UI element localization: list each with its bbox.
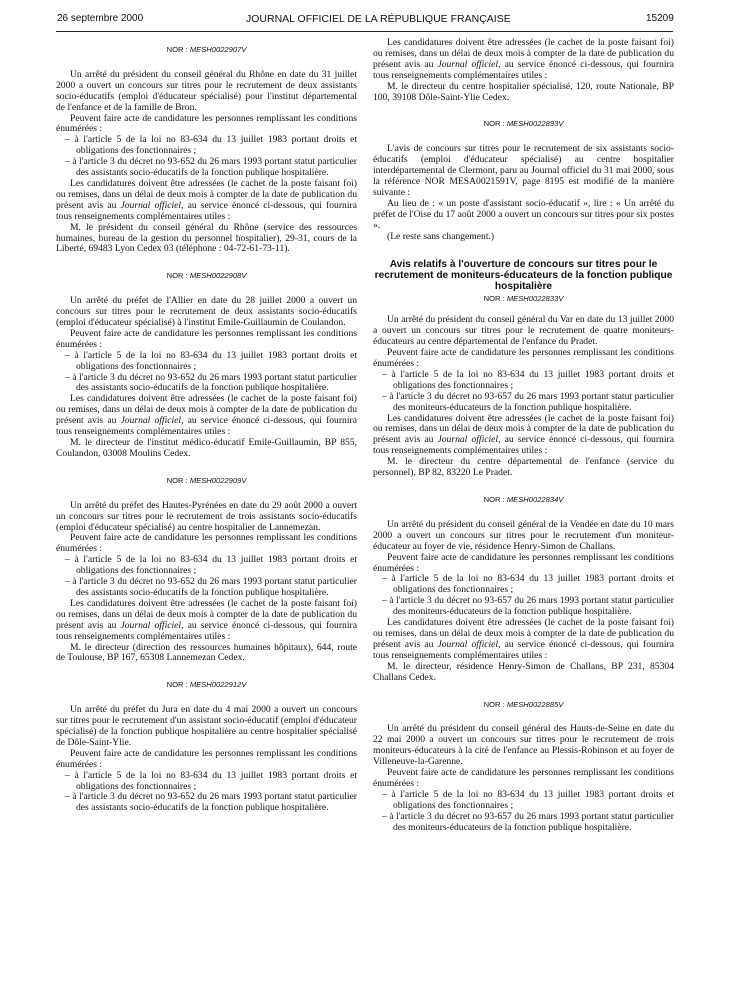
notice-candidatures: Les candidatures doivent être adressées (le cachet de la poste faisant foi) ou remises, dans un délai de deux mois à compter de la date de publication du présent avis au Journal officiel, au service énoncé ci-dessous, qui fournira tous renseignements complémentaires utiles :: [373, 412, 674, 457]
notice-candidatures: Les candidatures doivent être adressées (le cachet de la poste faisant foi) ou remises, dans un délai de deux mois à compter de la date de publication du présent avis au Journal officiel, au service énoncé ci-dessous, qui fournira tous renseignements complémentaires utiles :: [56, 597, 357, 642]
notice: [56, 476, 357, 665]
issue-date: 26 septembre 2000: [57, 13, 144, 24]
list-item: – à l'article 5 de la loi no 83-634 du 13 juillet 1983 portant droits et obligations des fonctionnaires ;: [373, 790, 674, 812]
notice-address: M. le directeur (direction des ressources humaines hôpitaux), 644, route de Toulouse, BP 167, 65308 Lannemezan Cedex.: [56, 641, 357, 664]
list-item: – à l'article 3 du décret no 93-652 du 26 mars 1993 portant statut particulier des assistants socio-éducatifs de la fonction publique hospitalière.: [56, 792, 357, 814]
notice: [373, 495, 674, 684]
notice-conditions: Peuvent faire acte de candidature les personnes remplissant les conditions énumérées :: [56, 532, 357, 555]
conditions-list: [56, 555, 357, 599]
conditions-list: [373, 790, 674, 834]
list-item: – à l'article 5 de la loi no 83-634 du 13 juillet 1983 portant droits et obligations des fonctionnaires ;: [56, 555, 357, 577]
page-number: 15209: [646, 13, 674, 24]
left-column: [56, 40, 357, 814]
nor-reference: NOR : MESH0022885V: [483, 699, 564, 709]
nor-reference: NOR : MESH0022912V: [166, 680, 247, 690]
list-item: – à l'article 3 du décret no 93-652 du 26 mars 1993 portant statut particulier des assistants socio-éducatifs de la fonction publique hospitalière.: [56, 157, 357, 179]
notice-candidatures: Les candidatures doivent être adressées (le cachet de la poste faisant foi) ou remises, dans un délai de deux mois à compter de la date de publication du présent avis au Journal officiel, au service énoncé ci-dessous, qui fournira tous renseignements complémentaires utiles :: [56, 177, 357, 222]
list-item: – à l'article 5 de la loi no 83-634 du 13 juillet 1983 portant droits et obligations des fonctionnaires ;: [56, 135, 357, 157]
notice-intro: Un arrêté du préfet des Hautes-Pyrénées en date du 29 août 2000 a ouvert un concours sur titres pour le recrutement de trois assistants socio-éducatifs (emploi d'éducateur spécialisé) au centre hospitalier de Lannemezan.: [56, 499, 357, 533]
right-column: [373, 37, 674, 833]
nor-reference: NOR : MESH0022907V: [166, 45, 247, 54]
notice-address: M. le directeur, résidence Henry-Simon de Challans, BP 231, 85304 Challans Cedex.: [373, 660, 674, 683]
list-item: – à l'article 5 de la loi no 83-634 du 13 juillet 1983 portant droits et obligations des fonctionnaires ;: [373, 370, 674, 392]
notice-conditions: Peuvent faire acte de candidature les personnes remplissant les conditions énumérées :: [56, 112, 357, 135]
notice-modification: [373, 119, 674, 242]
notice-address: M. le directeur du centre départemental de l'enfance (service du personnel), BP 82, 83220 Le Pradet.: [373, 456, 674, 479]
notice-intro: Un arrêté du préfet du Jura en date du 4 mai 2000 a ouvert un concours sur titres pour le recrutement d'un assistant socio-éducatif (emploi d'éducateur spécialisé) de la fonction publique hospitalière au centre hospitalier spécialisé de Dôle-Saint-Ylie.: [56, 704, 357, 748]
notice-conditions: Peuvent faire acte de candidature les personnes remplissant les conditions énumérées :: [373, 347, 674, 370]
nor-reference: NOR : MESH0022833V: [483, 293, 564, 303]
notice-conditions: Peuvent faire acte de candidature les personnes remplissant les conditions énumérées :: [373, 551, 674, 574]
list-item: – à l'article 3 du décret no 93-657 du 26 mars 1993 portant statut particulier des moniteurs-éducateurs de la fonction publique hospitalière.: [373, 596, 674, 618]
conditions-list: [373, 574, 674, 618]
conditions-list: [56, 351, 357, 395]
notice-candidatures: Les candidatures doivent être adressées (le cachet de la poste faisant foi) ou remises, dans un délai de deux mois à compter de la date de publication du présent avis au Journal officiel, au service énoncé ci-dessous, qui fournira tous renseignements complémentaires utiles :: [56, 393, 357, 438]
list-item: – à l'article 3 du décret no 93-657 du 26 mars 1993 portant statut particulier des moniteurs-éducateurs de la fonction publique hospitalière.: [373, 812, 674, 834]
list-item: – à l'article 5 de la loi no 83-634 du 13 juillet 1983 portant droits et obligations des fonctionnaires ;: [373, 574, 674, 596]
notice-intro: Un arrêté du président du conseil général du Rhône en date du 31 juillet 2000 a ouvert un concours sur titres pour le recrutement de deux assistants socio-éducatifs (emploi d'éducateur spécialisé) pour l'institut départemental de l'enfance et de la famille de Bron.: [56, 68, 357, 113]
notice-address: M. le directeur du centre hospitalier spécialisé, 120, route Nationale, BP 100, 39108 Dôle-Saint-Ylie Cedex.: [373, 80, 674, 103]
notice: [56, 680, 357, 814]
conditions-list: [56, 135, 357, 179]
notice-intro: Un arrêté du préfet de l'Allier en date du 28 juillet 2000 a ouvert un concours sur titres pour le recrutement de deux assistants socio-éducatifs (emploi d'éducateur spécialisé) à l'institut Emile-Guillaumin de Coulandon.: [56, 295, 357, 329]
list-item: – à l'article 5 de la loi no 83-634 du 13 juillet 1983 portant droits et obligations des fonctionnaires ;: [56, 771, 357, 793]
nor-reference: NOR : MESH0022893V: [483, 119, 564, 129]
modification-text: L'avis de concours sur titres pour le recrutement de six assistants socio-éducatifs (emploi d'éducateur spécialisé) au centre hospitalier interdépartemental de Clermont, paru au Journal officiel du 31 mai 2000, sous la référence NOR MESA0021591V, page 8195 est modifié de la manière suivante :: [373, 143, 674, 198]
notice-conditions: Peuvent faire acte de candidature les personnes remplissant les conditions énumérées :: [56, 747, 357, 770]
notice-candidatures: Les candidatures doivent être adressées (le cachet de la poste faisant foi) ou remises, dans un délai de deux mois à compter de la date de publication du présent avis au Journal officiel, au service énoncé ci-dessous, qui fournira tous renseignements complémentaires utiles :: [373, 37, 674, 81]
page-header: [0, 0, 748, 40]
notice: [373, 294, 674, 480]
list-item: – à l'article 5 de la loi no 83-634 du 13 juillet 1983 portant droits et obligations des fonctionnaires ;: [56, 351, 357, 373]
modification-rest: (Le reste sans changement.): [387, 230, 495, 242]
nor-reference: NOR : MESH0022834V: [483, 495, 564, 504]
notice-conditions: Peuvent faire acte de candidature les personnes remplissant les conditions énumérées :: [56, 327, 357, 350]
notice-continuation: [373, 38, 674, 103]
nor-reference: NOR : MESH0022908V: [166, 271, 247, 281]
list-item: – à l'article 3 du décret no 93-652 du 26 mars 1993 portant statut particulier des assistants socio-éducatifs de la fonction publique hospitalière.: [56, 577, 357, 599]
notice-address: M. le directeur de l'institut médico-éducatif Emile-Guillaumin, BP 855, Coulandon, 03008 Moulins Cedex.: [56, 437, 357, 459]
list-item: – à l'article 3 du décret no 93-657 du 26 mars 1993 portant statut particulier des moniteurs-éducateurs de la fonction publique hospitalière.: [373, 392, 674, 414]
journal-title: JOURNAL OFFICIEL DE LA RÉPUBLIQUE FRANÇAISE: [246, 13, 511, 25]
section-title: Avis relatifs à l'ouverture de concours sur titres pour le recrutement de moniteurs-éducateurs de la fonction publique hospitalière: [374, 258, 673, 292]
notice-conditions: Peuvent faire acte de candidature les personnes remplissant les conditions énumérées :: [373, 767, 674, 789]
nor-reference: NOR : MESH0022909V: [166, 475, 247, 485]
modification-change: Au lieu de : « un poste d'assistant socio-éducatif », lire : « Un arrêté du préfet de l'Oise du 17 août 2000 a ouvert un concours sur titres pour six postes ».: [373, 197, 674, 231]
notice-address: M. le président du conseil général du Rhône (service des ressources humaines, bureau de la gestion du personnel hospitalier), 29-31, cours de la Liberté, 69483 Lyon Cedex 03 (téléphone : 04-72-61-73-11).: [56, 221, 357, 255]
notice-candidatures: Les candidatures doivent être adressées (le cachet de la poste faisant foi) ou remises, dans un délai de deux mois à compter de la date de publication du présent avis au Journal officiel, au service énoncé ci-dessous, qui fournira tous renseignements complémentaires utiles :: [373, 617, 674, 661]
header-rule: [56, 31, 673, 32]
notice: [56, 45, 357, 255]
notice-intro: Un arrêté du président du conseil général du Var en date du 13 juillet 2000 a ouvert un concours sur titres pour le recrutement de quatre moniteurs-éducateurs au centre départemental de l'enfance du Pradet.: [373, 314, 674, 348]
list-item: – à l'article 3 du décret no 93-652 du 26 mars 1993 portant statut particulier des assistants socio-éducatifs de la fonction publique hospitalière.: [56, 373, 357, 395]
conditions-list: [56, 771, 357, 815]
notice-intro: Un arrêté du président du conseil général de la Vendée en date du 10 mars 2000 a ouvert un concours sur titres pour le recrutement d'un moniteur-éducateur au foyer de vie, résidence Henry-Simon de Challans.: [373, 518, 674, 552]
notice: [373, 700, 674, 834]
conditions-list: [373, 370, 674, 414]
notice: [56, 271, 357, 460]
notice-intro: Un arrêté du président du conseil général des Hauts-de-Seine en date du 22 mai 2000 a ouvert un concours sur titres pour le recrutement de trois moniteurs-éducateurs à la cité de l'enfance au Plessis-Robinson et au foyer de Villeneuve-la-Garenne.: [373, 723, 674, 768]
